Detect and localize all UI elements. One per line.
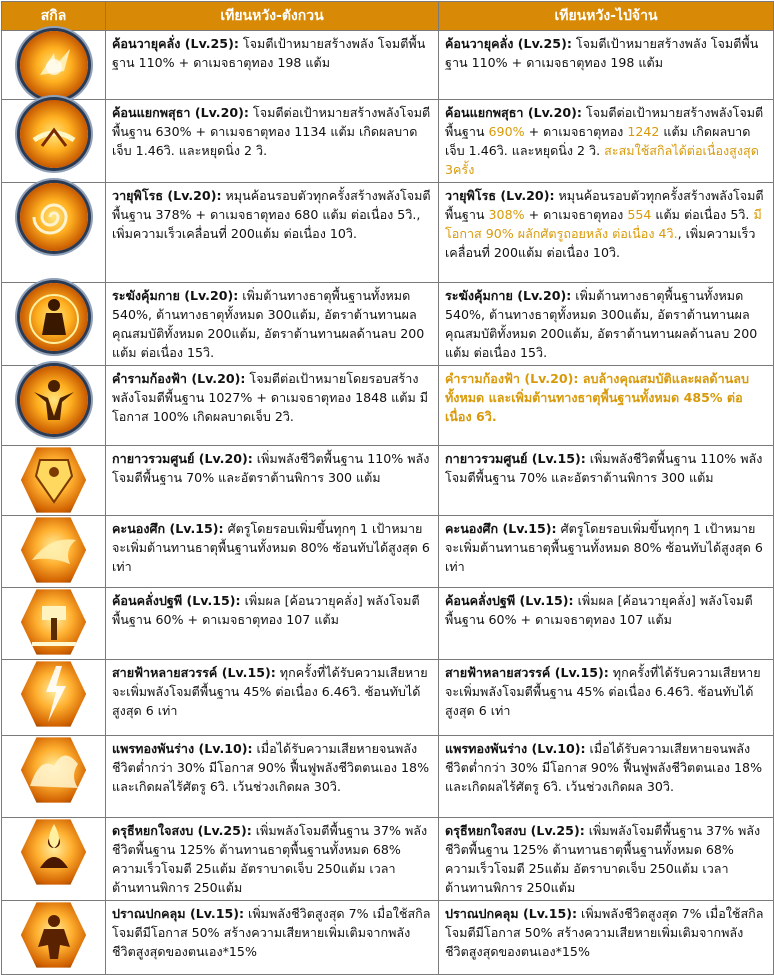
skill-icon-cell: [2, 366, 106, 446]
skill-name: ระฆังคุ้มกาย (Lv.20):: [112, 288, 239, 303]
skill-name: สายฟ้าหลายสวรรค์ (Lv.15):: [445, 665, 609, 680]
skill-icon-cell: [2, 516, 106, 588]
skill-icon-cell: [2, 283, 106, 366]
skill-desc-class-a: [106, 446, 439, 516]
skill-icon-cell: [2, 588, 106, 660]
skill-text: ศัตรูโดยรอบเพิ่มขึ้นทุกๆ 1 เป้าหมาย จะเพิ่มต้านทานธาตุพื้นฐานทั้งหมด 80% ซ้อนทับได้สูงสุด 6 เท่า: [112, 521, 430, 574]
changed-text: 1242: [627, 124, 660, 139]
skill-icon-cell: [2, 901, 106, 975]
skill-desc-class-b: [439, 516, 774, 588]
skill-name: คะนองศึก (Lv.15):: [112, 521, 224, 536]
skill-text: เมื่อได้รับความเสียหายจนพลังชีวิตต่ำกว่า 30% มีโอกาส 90% ฟื้นฟูพลังชีวิตตนเอง 18% และเกิดผลไร้ศัตรู 6วิ. เว้นช่วงเกิดผล 30วิ.: [445, 741, 763, 794]
skill-text: ทุกครั้งที่ได้รับความเสียหายจะเพิ่มพลังโจมตีพื้นฐาน 45% ต่อเนื่อง 6.46วิ. ซ้อนทับได้สูงสุด 6 เท่า: [445, 665, 761, 718]
skill-desc-class-a: [106, 736, 439, 818]
skill-name: ปราณปกคลุม (Lv.15):: [445, 906, 578, 921]
skill-row: [2, 31, 774, 100]
skill-text: แต้ม เกิดผลบาดเจ็บ 1.46วิ. และหยุดนิ่ง 2 วิ.: [445, 124, 751, 158]
skill-desc-class-b: [439, 446, 774, 516]
skill-desc-class-a: [106, 366, 439, 446]
skill-desc-class-b: [439, 818, 774, 901]
skill-desc-class-b: [439, 588, 774, 660]
skill-icon-cell: [2, 183, 106, 283]
skill-row: [2, 736, 774, 818]
skill-text: เพิ่มพลังชีวิตพื้นฐาน 110% พลังโจมตีพื้นฐาน 70% และอัตราต้านพิการ 300 แต้ม: [112, 451, 430, 485]
skill-desc-class-a: [106, 818, 439, 901]
skill-icon-cell: [2, 818, 106, 901]
skill-row: [2, 366, 774, 446]
skill-text: โจมตีต่อเป้าหมายโดยรอบสร้างพลังโจมตีพื้นฐาน 1027% + ดาเมจธาตุทอง 1848 แต้ม มีโอกาส 100% เกิดผลบาดเจ็บ 2วิ.: [112, 371, 429, 424]
skill-row: [2, 183, 774, 283]
skill-row: [2, 100, 774, 183]
skill-desc-class-b: [439, 736, 774, 818]
skill-text: เพิ่มพลังชีวิตสูงสุด 7% เมื่อใช้สกิลโจมตีมีโอกาส 50% สร้างความเสียหายเพิ่มเติมจากพลังชีวิตสูงสุดของตนเอง*15%: [445, 906, 764, 959]
skill-text: หมุนค้อนรอบตัวทุกครั้งสร้างพลังโจมตีพื้นฐาน 378% + ดาเมจธาตุทอง 680 แต้ม ต่อเนื่อง 5วิ., เพิ่มความเร็วเคลื่อนที่ 200แต้ม ต่อเนื่อง 10วิ.: [112, 188, 431, 241]
skill-text: โจมตีต่อเป้าหมายสร้างพลังโจมตีพื้นฐาน 630% + ดาเมจธาตุทอง 1134 แต้ม เกิดผลบาดเจ็บ 1.46วิ. และหยุดนิ่ง 2 วิ.: [112, 105, 431, 158]
warrior-glow-icon: [20, 901, 88, 969]
skill-text: + ดาเมจธาตุทอง: [524, 124, 628, 139]
skill-desc-class-b: [439, 660, 774, 736]
skill-name: ค้อนวายุคลั่ง (Lv.25):: [112, 36, 239, 51]
skill-desc-class-b: [439, 183, 774, 283]
skill-text: + ดาเมจธาตุทอง: [524, 207, 628, 222]
skill-name: ดรุธีหยกใจสงบ (Lv.25):: [112, 823, 252, 838]
skill-text: เพิ่มพลังชีวิตสูงสุด 7% เมื่อใช้สกิลโจมตีมีโอกาส 50% สร้างความเสียหายเพิ่มเติมจากพลังชีวิตสูงสุดของตนเอง*15%: [112, 906, 431, 959]
header-row: [2, 2, 774, 31]
skill-icon-cell: [2, 660, 106, 736]
skill-text: เพิ่มพลังโจมตีพื้นฐาน 37% พลังชีวิตพื้นฐาน 125% ต้านทานธาตุพื้นฐานทั้งหมด 68% ความเร็วโจมตี 25แต้ม อัตราบาดเจ็บ 250แต้ม เวลาต้านทานพิการ 250แต้ม: [445, 823, 761, 895]
skill-row: [2, 283, 774, 366]
skill-comparison-table: [1, 1, 774, 975]
skill-name: กายาวรวมศูนย์ (Lv.15):: [445, 451, 586, 466]
skill-desc-class-a: [106, 660, 439, 736]
skill-name: แพรทองพันร่าง (Lv.10):: [112, 741, 253, 756]
header-class-a: เทียนหวัง-ตังกวน: [106, 2, 439, 31]
changed-text: 554: [627, 207, 652, 222]
earth-crack-icon: [20, 100, 88, 168]
skill-row: [2, 516, 774, 588]
skill-text: เพิ่มพลังโจมตีพื้นฐาน 37% พลังชีวิตพื้นฐาน 125% ต้านทานธาตุพื้นฐานทั้งหมด 68% ความเร็วโจมตี 25แต้ม อัตราบาดเจ็บ 250แต้ม เวลาต้านทานพิการ 250แต้ม: [112, 823, 428, 895]
skill-name: ดรุธีหยกใจสงบ (Lv.25):: [445, 823, 585, 838]
whirlwind-icon: [20, 183, 88, 251]
skill-desc-class-a: [106, 901, 439, 975]
changed-text: สะสมใช้สกิลได้ต่อเนื่องสูงสุด 3ครั้ง: [445, 143, 759, 177]
skill-desc-class-a: [106, 283, 439, 366]
header-skill: สกิล: [2, 2, 106, 31]
skill-name: คำรามก้องฟ้า (Lv.20):: [112, 371, 246, 386]
skill-text: หมุนค้อนรอบตัวทุกครั้งสร้างพลังโจมตีพื้นฐาน: [445, 188, 764, 222]
skill-row: [2, 660, 774, 736]
skill-desc-class-a: [106, 100, 439, 183]
skill-desc-class-b: [439, 283, 774, 366]
skill-icon-cell: [2, 736, 106, 818]
skill-icon-cell: [2, 100, 106, 183]
skill-desc-class-b: [439, 100, 774, 183]
skill-text: ทุกครั้งที่ได้รับความเสียหายจะเพิ่มพลังโจมตีพื้นฐาน 45% ต่อเนื่อง 6.46วิ. ซ้อนทับได้สูงสุด 6 เท่า: [112, 665, 428, 718]
skill-text: เพิ่มผล [ค้อนวายุคลั่ง] พลังโจมตีพื้นฐาน 60% + ดาเมจธาตุทอง 107 แต้ม: [112, 593, 420, 627]
flame-wave-icon: [20, 736, 88, 804]
skill-text: โจมตีเป้าหมายสร้างพลัง โจมตีพื้นฐาน 110% + ดาเมจธาตุทอง 198 แต้ม: [112, 36, 426, 70]
battle-tiger-icon: [20, 516, 88, 584]
golden-body-icon: [20, 446, 88, 514]
skill-row: [2, 901, 774, 975]
skill-text: , เพิ่มความเร็วเคลื่อนที่ 200แต้ม ต่อเนื่อง 10วิ.: [445, 226, 756, 260]
skill-desc-class-b: [439, 901, 774, 975]
skill-row: [2, 588, 774, 660]
changed-text: 690%: [488, 124, 525, 139]
changed-text: มีโอกาส 90% ผลักศัตรูถอยหลัง ต่อเนื่อง 4วิ.: [445, 207, 762, 241]
changed-text: 308%: [488, 207, 525, 222]
skill-text: เมื่อได้รับความเสียหายจนพลังชีวิตต่ำกว่า 30% มีโอกาส 90% ฟื้นฟูพลังชีวิตตนเอง 18% และเกิดผลไร้ศัตรู 6วิ. เว้นช่วงเกิดผล 30วิ.: [112, 741, 430, 794]
skill-name: ระฆังคุ้มกาย (Lv.20):: [445, 288, 572, 303]
skill-text: โจมตีเป้าหมายสร้างพลัง โจมตีพื้นฐาน 110% + ดาเมจธาตุทอง 198 แต้ม: [445, 36, 759, 70]
shield-body-icon: [20, 283, 88, 351]
ground-hammer-icon: [20, 588, 88, 656]
meditation-flame-icon: [20, 818, 88, 886]
skill-desc-class-b: [439, 31, 774, 100]
skill-name: ค้อนคลั่งปฐพี (Lv.15):: [445, 593, 574, 608]
skill-desc-class-b: [439, 366, 774, 446]
skill-desc-class-a: [106, 31, 439, 100]
changed-text: คำรามก้องฟ้า (Lv.20): ลบล้างคุณสมบัติและผลด้านลบทั้งหมด และเพิ่มต้านทางธาตุพื้นฐานทั้งหมด 485% ต่อเนื่อง 6วิ.: [445, 371, 749, 424]
skill-row: [2, 446, 774, 516]
skill-text: ศัตรูโดยรอบเพิ่มขึ้นทุกๆ 1 เป้าหมาย จะเพิ่มต้านทานธาตุพื้นฐานทั้งหมด 80% ซ้อนทับได้สูงสุด 6 เท่า: [445, 521, 763, 574]
skill-desc-class-a: [106, 516, 439, 588]
skill-name: ปราณปกคลุม (Lv.15):: [112, 906, 245, 921]
fist-burst-icon: [20, 31, 88, 99]
skill-text: โจมตีต่อเป้าหมายสร้างพลังโจมตีพื้นฐาน: [445, 105, 764, 139]
skill-icon-cell: [2, 446, 106, 516]
skill-name: สายฟ้าหลายสวรรค์ (Lv.15):: [112, 665, 276, 680]
skill-name: แพรทองพันร่าง (Lv.10):: [445, 741, 586, 756]
skill-text: แต้ม ต่อเนื่อง 5วิ.: [651, 207, 754, 222]
skill-name: ค้อนแยกพสุธา (Lv.20):: [112, 105, 249, 120]
skill-icon-cell: [2, 31, 106, 100]
skill-text: เพิ่มผล [ค้อนวายุคลั่ง] พลังโจมตีพื้นฐาน 60% + ดาเมจธาตุทอง 107 แต้ม: [445, 593, 753, 627]
skill-text: เพิ่มต้านทางธาตุพื้นฐานทั้งหมด 540%, ต้านทางธาตุทั้งหมด 300แต้ม, อัตราต้านทานผลคุณสมบัติทั้งหมด 200แต้ม, อัตราต้านทานผลด้านลบ 200 แต้ม ต่อเนื่อง 15วิ.: [445, 288, 758, 360]
skill-desc-class-a: [106, 588, 439, 660]
skill-row: [2, 818, 774, 901]
skill-name: ค้อนคลั่งปฐพี (Lv.15):: [112, 593, 241, 608]
skill-name: วายุพิโรธ (Lv.20):: [112, 188, 222, 203]
skill-text: เพิ่มต้านทางธาตุพื้นฐานทั้งหมด 540%, ต้านทางธาตุทั้งหมด 300แต้ม, อัตราต้านทานผลคุณสมบัติทั้งหมด 200แต้ม, อัตราต้านทานผลด้านลบ 200 แต้ม ต่อเนื่อง 15วิ.: [112, 288, 425, 360]
skill-name: วายุพิโรธ (Lv.20):: [445, 188, 555, 203]
skill-text: เพิ่มพลังชีวิตพื้นฐาน 110% พลังโจมตีพื้นฐาน 70% และอัตราต้านพิการ 300 แต้ม: [445, 451, 763, 485]
skill-name: คะนองศึก (Lv.15):: [445, 521, 557, 536]
skill-desc-class-a: [106, 183, 439, 283]
header-class-b: เทียนหวัง-ไป่จ้าน: [439, 2, 774, 31]
skill-name: ค้อนวายุคลั่ง (Lv.25):: [445, 36, 572, 51]
skill-name: ค้อนแยกพสุธา (Lv.20):: [445, 105, 582, 120]
skill-name: กายาวรวมศูนย์ (Lv.20):: [112, 451, 253, 466]
lightning-strike-icon: [20, 660, 88, 728]
roaring-figure-icon: [20, 366, 88, 434]
